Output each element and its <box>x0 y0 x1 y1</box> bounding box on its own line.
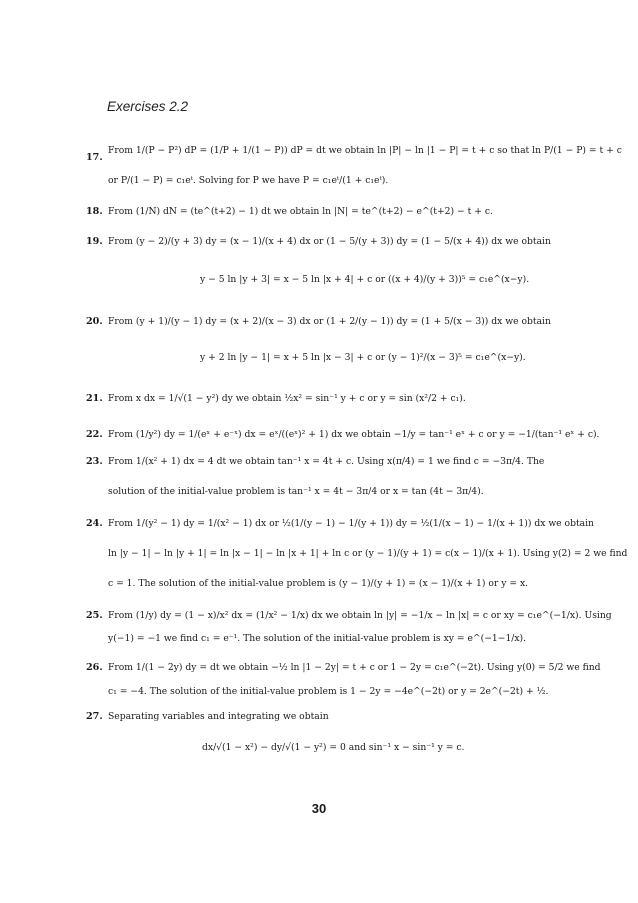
exercise-line: c = 1. The solution of the initial-value problem is (y − 1)/(y + 1) = (x − 1)/(x + 1) or y = x. <box>108 578 529 589</box>
exercise-number: 22. <box>86 429 103 440</box>
exercise-line: y(−1) = −1 we find c₁ = e⁻¹. The solution of the initial-value problem is xy = e^(−1−1/x). <box>108 633 527 644</box>
exercise-line: From (y + 1)/(y − 1) dy = (x + 2)/(x − 3) dx or (1 + 2/(y − 1)) dy = (1 + 5/(x − 3)) dx we obtain <box>108 316 551 327</box>
exercise-number: 23. <box>86 456 103 467</box>
exercise-line: solution of the initial-value problem is tan⁻¹ x = 4t − 3π/4 or x = tan (4t − 3π/4). <box>108 486 484 497</box>
exercise-number: 18. <box>86 206 103 217</box>
exercise-line: Separating variables and integrating we obtain <box>108 711 329 722</box>
page-number: 30 <box>311 801 327 816</box>
exercise-line: From 1/(x² + 1) dx = 4 dt we obtain tan⁻¹ x = 4t + c. Using x(π/4) = 1 we find c = −3π/4. The <box>108 456 545 467</box>
exercise-line: From (y − 2)/(y + 3) dy = (x − 1)/(x + 4) dx or (1 − 5/(y + 3)) dy = (1 − 5/(x + 4)) dx we obtain <box>108 236 551 247</box>
exercise-line: y − 5 ln |y + 3| = x − 5 ln |x + 4| + c or ((x + 4)/(y + 3))⁵ = c₁e^(x−y). <box>200 274 530 285</box>
exercise-line: or P/(1 − P) = c₁eᵗ. Solving for P we have P = c₁eᵗ/(1 + c₁eᵗ). <box>108 175 389 186</box>
exercise-number: 26. <box>86 662 103 673</box>
exercise-number: 17. <box>86 152 103 163</box>
exercise-line: From (1/N) dN = (te^(t+2) − 1) dt we obtain ln |N| = te^(t+2) − e^(t+2) − t + c. <box>108 206 493 217</box>
exercise-line: ln |y − 1| − ln |y + 1| = ln |x − 1| − ln |x + 1| + ln c or (y − 1)/(y + 1) = c(x − 1)/(x + 1). Using y(2) = 2 we find <box>108 548 628 559</box>
exercise-line: From (1/y) dy = (1 − x)/x² dx = (1/x² − 1/x) dx we obtain ln |y| = −1/x − ln |x| = c or xy = c₁e^(−1/x). Using <box>108 610 612 621</box>
exercise-line: From 1/(P − P²) dP = (1/P + 1/(1 − P)) dP = dt we obtain ln |P| − ln |1 − P| = t + c so that ln P/(1 − P) = t + c <box>108 145 622 156</box>
section-heading: Exercises 2.2 <box>107 99 189 114</box>
exercise-number: 25. <box>86 610 103 621</box>
exercise-line: y + 2 ln |y − 1| = x + 5 ln |x − 3| + c or (y − 1)²/(x − 3)⁵ = c₁e^(x−y). <box>200 352 526 363</box>
exercise-line: c₁ = −4. The solution of the initial-value problem is 1 − 2y = −4e^(−2t) or y = 2e^(−2t) + ½. <box>108 686 549 697</box>
exercise-number: 19. <box>86 236 103 247</box>
exercise-number: 20. <box>86 316 103 327</box>
exercise-number: 24. <box>86 518 103 529</box>
exercise-line: From 1/(1 − 2y) dy = dt we obtain −½ ln |1 − 2y| = t + c or 1 − 2y = c₁e^(−2t). Using y(0) = 5/2 we find <box>108 662 601 673</box>
exercise-line: dx/√(1 − x²) − dy/√(1 − y²) = 0 and sin⁻¹ x − sin⁻¹ y = c. <box>202 742 465 753</box>
exercise-line: From x dx = 1/√(1 − y²) dy we obtain ½x² = sin⁻¹ y + c or y = sin (x²/2 + c₁). <box>108 393 466 404</box>
exercise-line: From 1/(y² − 1) dy = 1/(x² − 1) dx or ½(1/(y − 1) − 1/(y + 1)) dy = ½(1/(x − 1) − 1/(x + 1)) dx we obtain <box>108 518 594 529</box>
exercise-number: 27. <box>86 711 103 722</box>
exercise-line: From (1/y²) dy = 1/(eˣ + e⁻ˣ) dx = eˣ/((eˣ)² + 1) dx we obtain −1/y = tan⁻¹ eˣ + c or y = −1/(tan⁻¹ eˣ + c). <box>108 429 600 440</box>
exercise-number: 21. <box>86 393 103 404</box>
